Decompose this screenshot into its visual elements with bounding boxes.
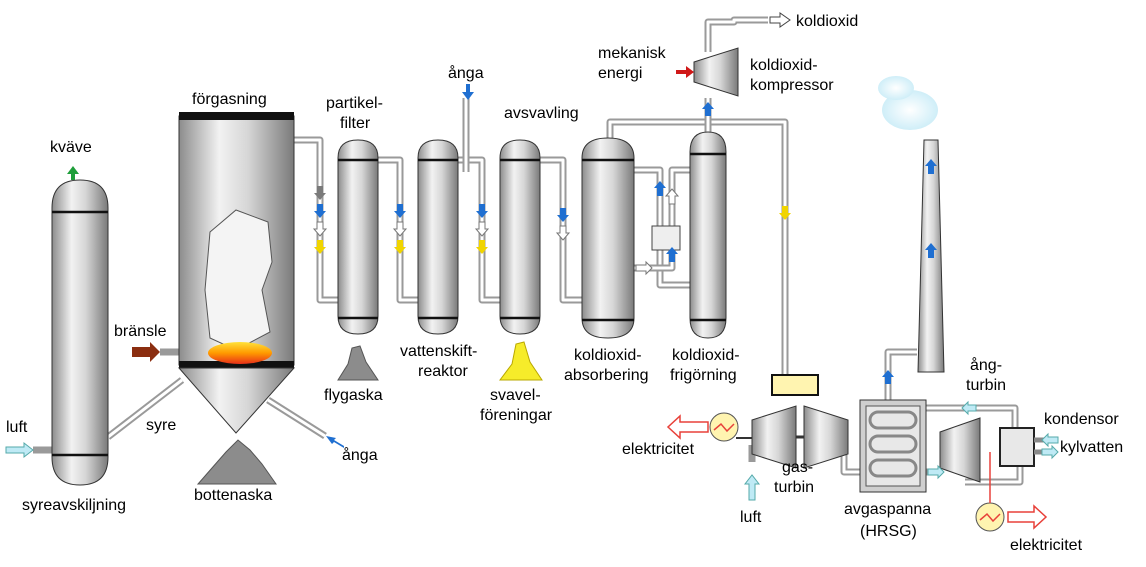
label-svavel-2: föreningar bbox=[480, 407, 553, 424]
flygaska-pile-icon bbox=[338, 346, 378, 380]
label-vattenskift-2: reaktor bbox=[418, 363, 468, 380]
label-svavel-1: svavel- bbox=[490, 387, 541, 404]
label-vattenskift-1: vattenskift- bbox=[400, 343, 478, 360]
arrow-icon bbox=[676, 66, 694, 78]
gasifier bbox=[179, 112, 294, 433]
arrow-icon bbox=[67, 166, 79, 180]
label-frigorning-1: koldioxid- bbox=[672, 347, 740, 364]
label-gasturbin-2: turbin bbox=[774, 479, 815, 496]
label-kylvatten: kylvatten bbox=[1060, 439, 1124, 456]
heat-exchanger bbox=[652, 226, 680, 250]
bottenaska-pile-icon bbox=[198, 440, 276, 484]
water-shift-reactor bbox=[418, 140, 458, 334]
coal-bed-icon bbox=[205, 210, 272, 350]
label-avgaspanna-1: avgaspanna bbox=[844, 501, 932, 518]
label-anga-bottom: ånga bbox=[342, 447, 378, 464]
co2-compressor bbox=[694, 48, 738, 96]
arrow-icon bbox=[462, 84, 474, 100]
combustor bbox=[772, 375, 818, 395]
flame-icon bbox=[208, 342, 272, 364]
label-elektricitet-right: elektricitet bbox=[1010, 537, 1083, 554]
label-syre: syre bbox=[146, 417, 177, 434]
hrsg bbox=[860, 400, 926, 492]
air-separation-unit bbox=[52, 180, 108, 485]
label-luft-left: luft bbox=[6, 419, 28, 436]
label-kondensor: kondensor bbox=[1044, 411, 1119, 428]
label-mekanisk-1: mekanisk bbox=[598, 45, 666, 62]
label-flygaska: flygaska bbox=[324, 387, 383, 404]
label-koldioxid: koldioxid bbox=[796, 13, 859, 30]
label-gasturbin-1: gas- bbox=[782, 459, 814, 476]
label-mekanisk-2: energi bbox=[598, 65, 643, 82]
label-absorbering-1: koldioxid- bbox=[574, 347, 642, 364]
arrow-icon bbox=[1008, 506, 1046, 528]
label-avsvavling: avsvavling bbox=[504, 105, 579, 122]
label-luft-bottom: luft bbox=[740, 509, 762, 526]
label-kvave: kväve bbox=[50, 139, 92, 156]
label-anga-top: ånga bbox=[448, 65, 484, 82]
arrow-icon bbox=[668, 416, 708, 438]
arrow-icon bbox=[745, 475, 759, 500]
label-partikelfilter-1: partikel- bbox=[326, 95, 383, 112]
steam-turbine bbox=[940, 418, 980, 482]
label-avgaspanna-2: (HRSG) bbox=[860, 523, 917, 540]
label-syreavskiljning: syreavskiljning bbox=[22, 497, 127, 514]
label-absorbering-2: absorbering bbox=[564, 367, 649, 384]
desulfurization-unit bbox=[500, 140, 540, 334]
sulfur-pile-icon bbox=[500, 342, 542, 380]
co2-stripper bbox=[690, 132, 726, 338]
label-angturbin-1: ång- bbox=[970, 357, 1003, 374]
arrow-icon bbox=[6, 443, 33, 457]
label-frigorning-2: frigörning bbox=[670, 367, 737, 384]
label-bottenaska: bottenaska bbox=[194, 487, 273, 504]
particle-filter bbox=[338, 140, 378, 334]
label-forgasning: förgasning bbox=[192, 91, 267, 108]
label-elektricitet-left: elektricitet bbox=[622, 441, 695, 458]
label-bransle: bränsle bbox=[114, 323, 167, 340]
label-partikelfilter-2: filter bbox=[340, 115, 371, 132]
label-angturbin-2: turbin bbox=[966, 377, 1007, 394]
label-kompressor-2: kompressor bbox=[750, 77, 834, 94]
condenser bbox=[1000, 428, 1034, 466]
label-kompressor-1: koldioxid- bbox=[750, 57, 818, 74]
arrow-icon bbox=[132, 342, 160, 362]
arrow-icon bbox=[770, 13, 790, 27]
co2-absorber bbox=[582, 138, 634, 338]
